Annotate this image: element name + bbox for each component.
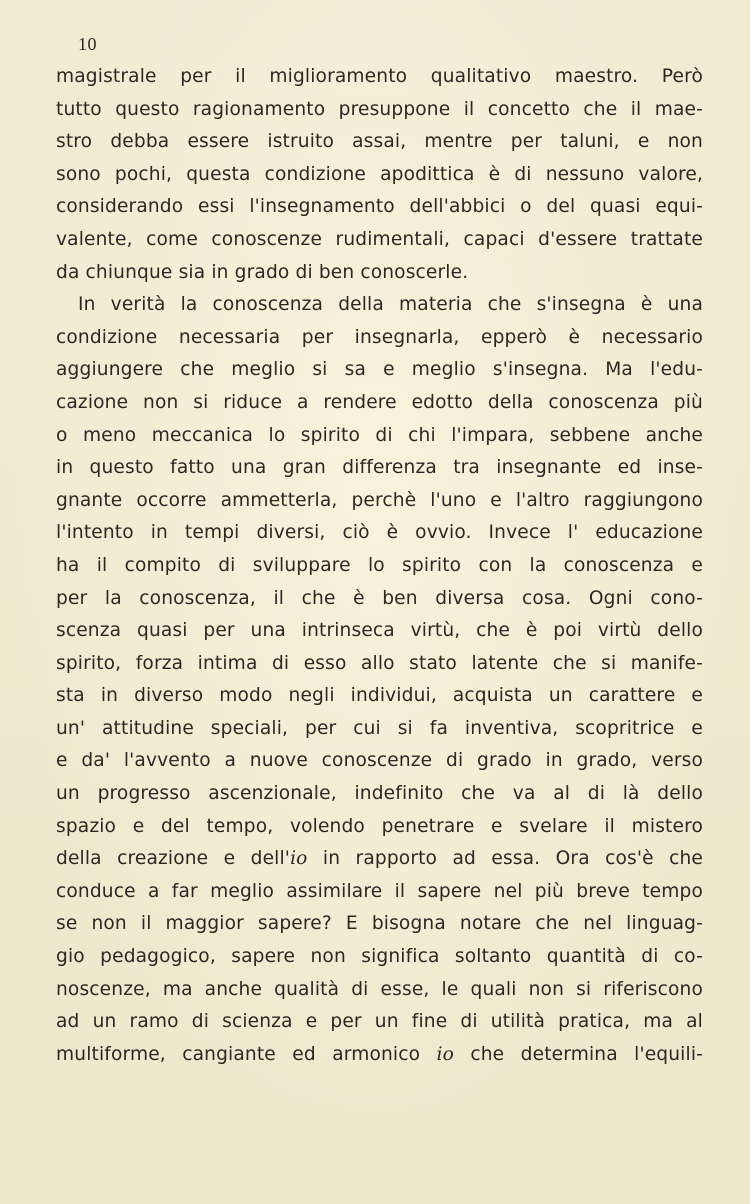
text-line: tutto questo ragionamento presuppone il concetto che il mae- (56, 98, 703, 120)
text-line: conduce a far meglio assimilare il sapere nel più breve tempo (56, 880, 703, 902)
text-line: noscenze, ma anche qualità di esse, le quali non si riferiscono (56, 978, 703, 1000)
text-line: ad un ramo di scienza e per un fine di utilità pratica, ma al (56, 1011, 703, 1033)
text-line: o meno meccanica lo spirito di chi l'impara, sebbene anche (56, 424, 703, 446)
text-line: aggiungere che meglio si sa e meglio s'insegna. Ma l'edu- (56, 359, 703, 381)
italic-word: io (290, 848, 308, 870)
text-line: scenza quasi per una intrinseca virtù, che è poi virtù dello (56, 620, 703, 642)
page-number: 10 (78, 34, 97, 54)
text-segment: della creazione e dell' (56, 848, 291, 870)
text-line: da chiunque sia in grado di ben conoscerle. (56, 261, 469, 283)
body-text (56, 61, 703, 1071)
text-line: cazione non si riduce a rendere edotto della conoscenza più (56, 391, 703, 413)
text-line: un progresso ascenzionale, indefinito che va al di là dello (56, 783, 703, 805)
text-line: se non il maggior sapere? E bisogna notare che nel linguag- (56, 913, 703, 935)
text-line: in questo fatto una gran differenza tra insegnante ed inse- (56, 457, 703, 479)
text-segment: che determina l'equili- (453, 1043, 703, 1065)
text-line-with-italic (56, 1039, 703, 1072)
text-line: sono pochi, questa condizione apodittica è di nessuno valore, (56, 163, 703, 185)
text-line: e da' l'avvento a nuove conoscenze di grado in grado, verso (56, 750, 703, 772)
text-line: stro debba essere istruito assai, mentre per taluni, e non (56, 131, 703, 153)
text-line: ha il compito di sviluppare lo spirito con la conoscenza e (56, 554, 703, 576)
text-line: spazio e del tempo, volendo penetrare e svelare il mistero (56, 815, 703, 837)
italic-word: io (436, 1043, 454, 1065)
text-line: considerando essi l'insegnamento dell'abbici o del quasi equi- (56, 196, 703, 218)
paragraph-first-line: In verità la conoscenza della materia che s'insegna è una (78, 294, 703, 316)
text-line: per la conoscenza, il che è ben diversa cosa. Ogni cono- (56, 587, 703, 609)
text-line: magistrale per il miglioramento qualitativo maestro. Però (56, 66, 703, 87)
text-segment: in rapporto ad essa. Ora cos'è che (307, 848, 703, 870)
text-line: valente, come conoscenze rudimentali, capaci d'essere trattate (56, 228, 703, 250)
text-line: condizione necessaria per insegnarla, epperò è necessario (56, 326, 703, 348)
text-line: sta in diverso modo negli individui, acquista un carattere e (56, 685, 703, 707)
text-line: gnante occorre ammetterla, perchè l'uno e l'altro raggiungono (56, 489, 703, 511)
text-line: l'intento in tempi diversi, ciò è ovvio. Invece l' educazione (56, 522, 703, 544)
text-line: spirito, forza intima di esso allo stato latente che si manife- (56, 652, 703, 674)
text-line: un' attitudine speciali, per cui si fa inventiva, scopritrice e (56, 717, 703, 739)
text-line: gio pedagogico, sapere non significa soltanto quantità di co- (56, 946, 703, 968)
text-line-with-italic (56, 843, 703, 876)
text-segment: multiforme, cangiante ed armonico (56, 1043, 437, 1065)
